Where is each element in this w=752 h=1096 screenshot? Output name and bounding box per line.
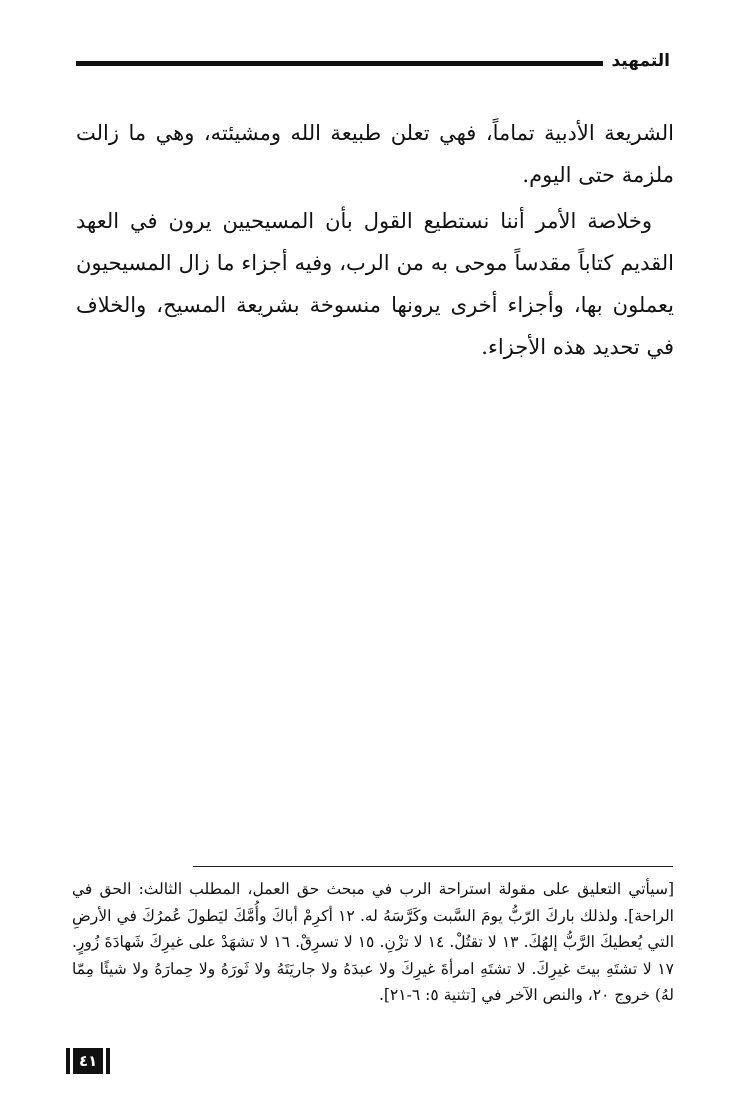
body-text	[76, 112, 674, 368]
page-number-label: ٤١	[73, 1048, 103, 1074]
header-rule	[76, 61, 603, 66]
page-number-bar-right	[106, 1048, 110, 1074]
footnote	[72, 876, 674, 1009]
footnote-text: [سيأتي التعليق على مقولة استراحة الرب في مبحث حق العمل، المطلب الثالث: الحق في الراحة]. ولذلك باركَ الرّبُّ يومَ السَّبت وكَرَّسَهُ له. ١٢ أكرِمْ أباكَ وأُمَّكَ ليَطولَ عُمرُكَ في الأرضِ التي يُعطيكَ الرَّبُّ إلهُكَ. ١٣ لا تقتُلْ. ١٤ لا تزْنِ. ١٥ لا تسرِقْ. ١٦ لا تشهَدْ على غيرِكَ شَهادَةَ زُورٍ. ١٧ لا تشتَهِ بيتَ غيرِكَ. لا تشتَهِ امرأةَ غيرِكَ ولا عبدَهُ ولا جاريَتَهُ ولا ثَورَهُ ولا حِمارَهُ ولا شيئًا مِمّا لهُ) خروج ٢٠، والنص الآخر في [تثنية ٥: ٦-٢١].	[72, 880, 674, 1004]
page-number	[66, 1046, 110, 1076]
running-header	[76, 46, 670, 76]
paragraph-2: وخلاصة الأمر أننا نستطيع القول بأن المسيحيين يرون في العهد القديم كتاباً مقدساً موحى به من الرب، وفيه أجزاء ما زال المسيحيون يعملون بها، وأجزاء أخرى يرونها منسوخة بشريعة المسيح، والخلاف في تحديد هذه الأجزاء.	[76, 209, 674, 359]
paragraph-1: الشريعة الأدبية تماماً، فهي تعلن طبيعة الله ومشيئته، وهي ما زالت ملزمة حتى اليوم.	[76, 121, 674, 187]
page-number-bar-left	[66, 1048, 70, 1074]
running-title: التمهيد	[611, 51, 670, 71]
footnote-separator	[193, 866, 673, 867]
